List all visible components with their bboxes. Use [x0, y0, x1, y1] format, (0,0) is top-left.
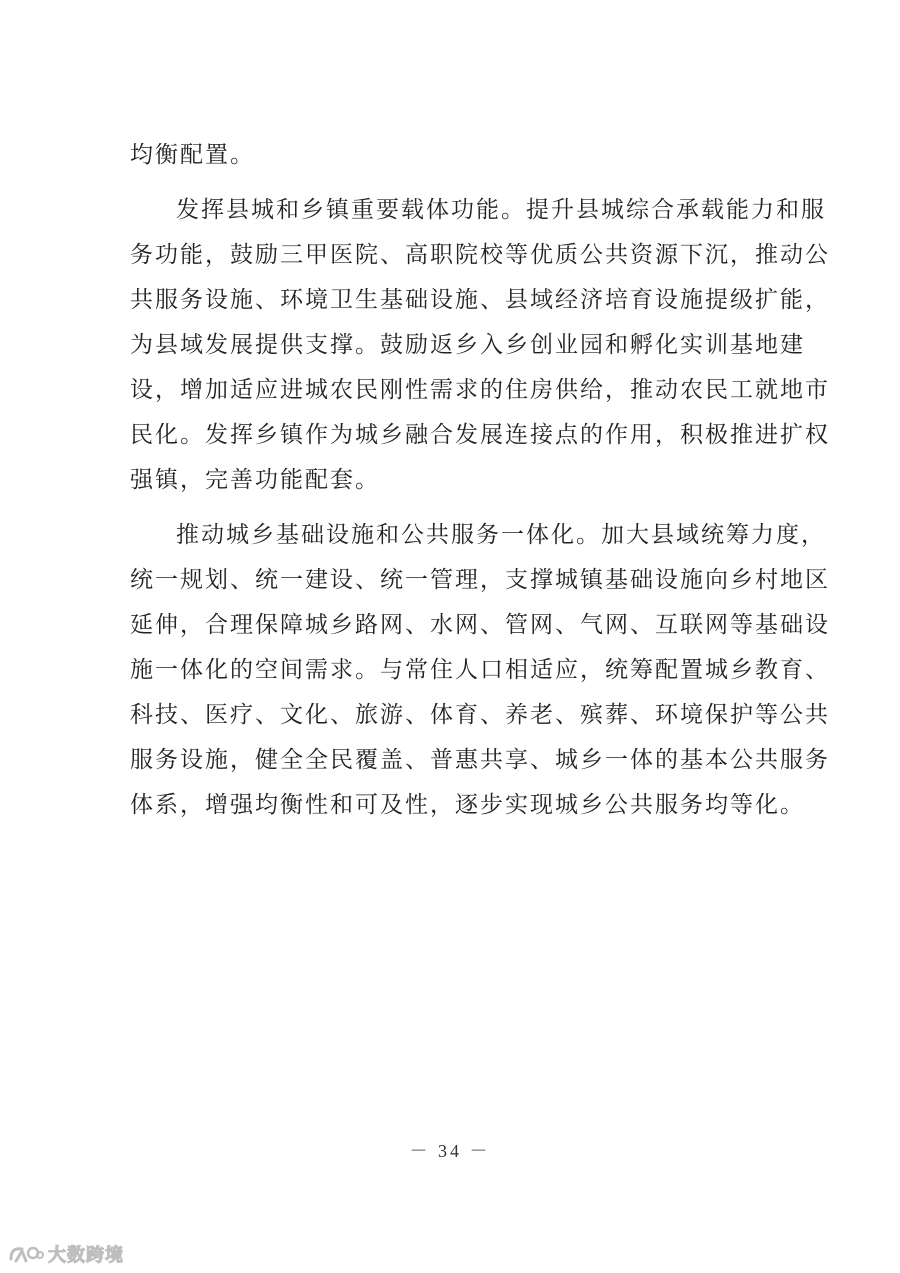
page-number: － 34 － [409, 1141, 491, 1161]
paragraph-county-carrier [130, 188, 830, 503]
paragraph-line: 务功能，鼓励三甲医院、高职院校等优质公共资源下沉，推动公 [130, 242, 830, 268]
paragraph-text: 提升县城综合承载能力和服 [526, 197, 826, 223]
paragraph-urban-rural-integration [130, 513, 830, 828]
paragraph-line [130, 188, 826, 233]
paragraph-lead: 推动城乡基础设施和公共服务一体化。 [176, 522, 601, 548]
watermark [8, 1240, 124, 1268]
continuation-line: 均衡配置。 [130, 142, 255, 168]
paragraph-line: 科技、医疗、文化、旅游、体育、养老、殡葬、环境保护等公共 [130, 702, 830, 728]
watermark-text: 大数跨境 [48, 1245, 124, 1266]
paragraph-line: 服务设施，健全全民覆盖、普惠共享、城乡一体的基本公共服务 [130, 747, 830, 773]
paragraph-text: 加大县域统筹力度， [601, 522, 826, 548]
paragraph-line: 统一规划、统一建设、统一管理，支撑城镇基础设施向乡村地区 [130, 567, 830, 593]
brand-logo-icon [8, 1243, 44, 1265]
body-text [130, 133, 830, 828]
paragraph-line: 共服务设施、环境卫生基础设施、县域经济培育设施提级扩能， [130, 287, 830, 313]
paragraph-line [130, 513, 826, 558]
paragraph-line: 施一体化的空间需求。与常住人口相适应，统筹配置城乡教育、 [130, 657, 830, 683]
paragraph-line: 体系，增强均衡性和可及性，逐步实现城乡公共服务均等化。 [130, 792, 805, 818]
paragraph-lead: 发挥县城和乡镇重要载体功能。 [176, 197, 526, 223]
paragraph-line: 强镇，完善功能配套。 [130, 467, 380, 493]
paragraph-line: 设，增加适应进城农民刚性需求的住房供给，推动农民工就地市 [130, 377, 830, 403]
paragraph-line: 民化。发挥乡镇作为城乡融合发展连接点的作用，积极推进扩权 [130, 422, 830, 448]
paragraph-line: 为县域发展提供支撑。鼓励返乡入乡创业园和孵化实训基地建 [130, 332, 805, 358]
paragraph-line: 延伸，合理保障城乡路网、水网、管网、气网、互联网等基础设 [130, 612, 830, 638]
